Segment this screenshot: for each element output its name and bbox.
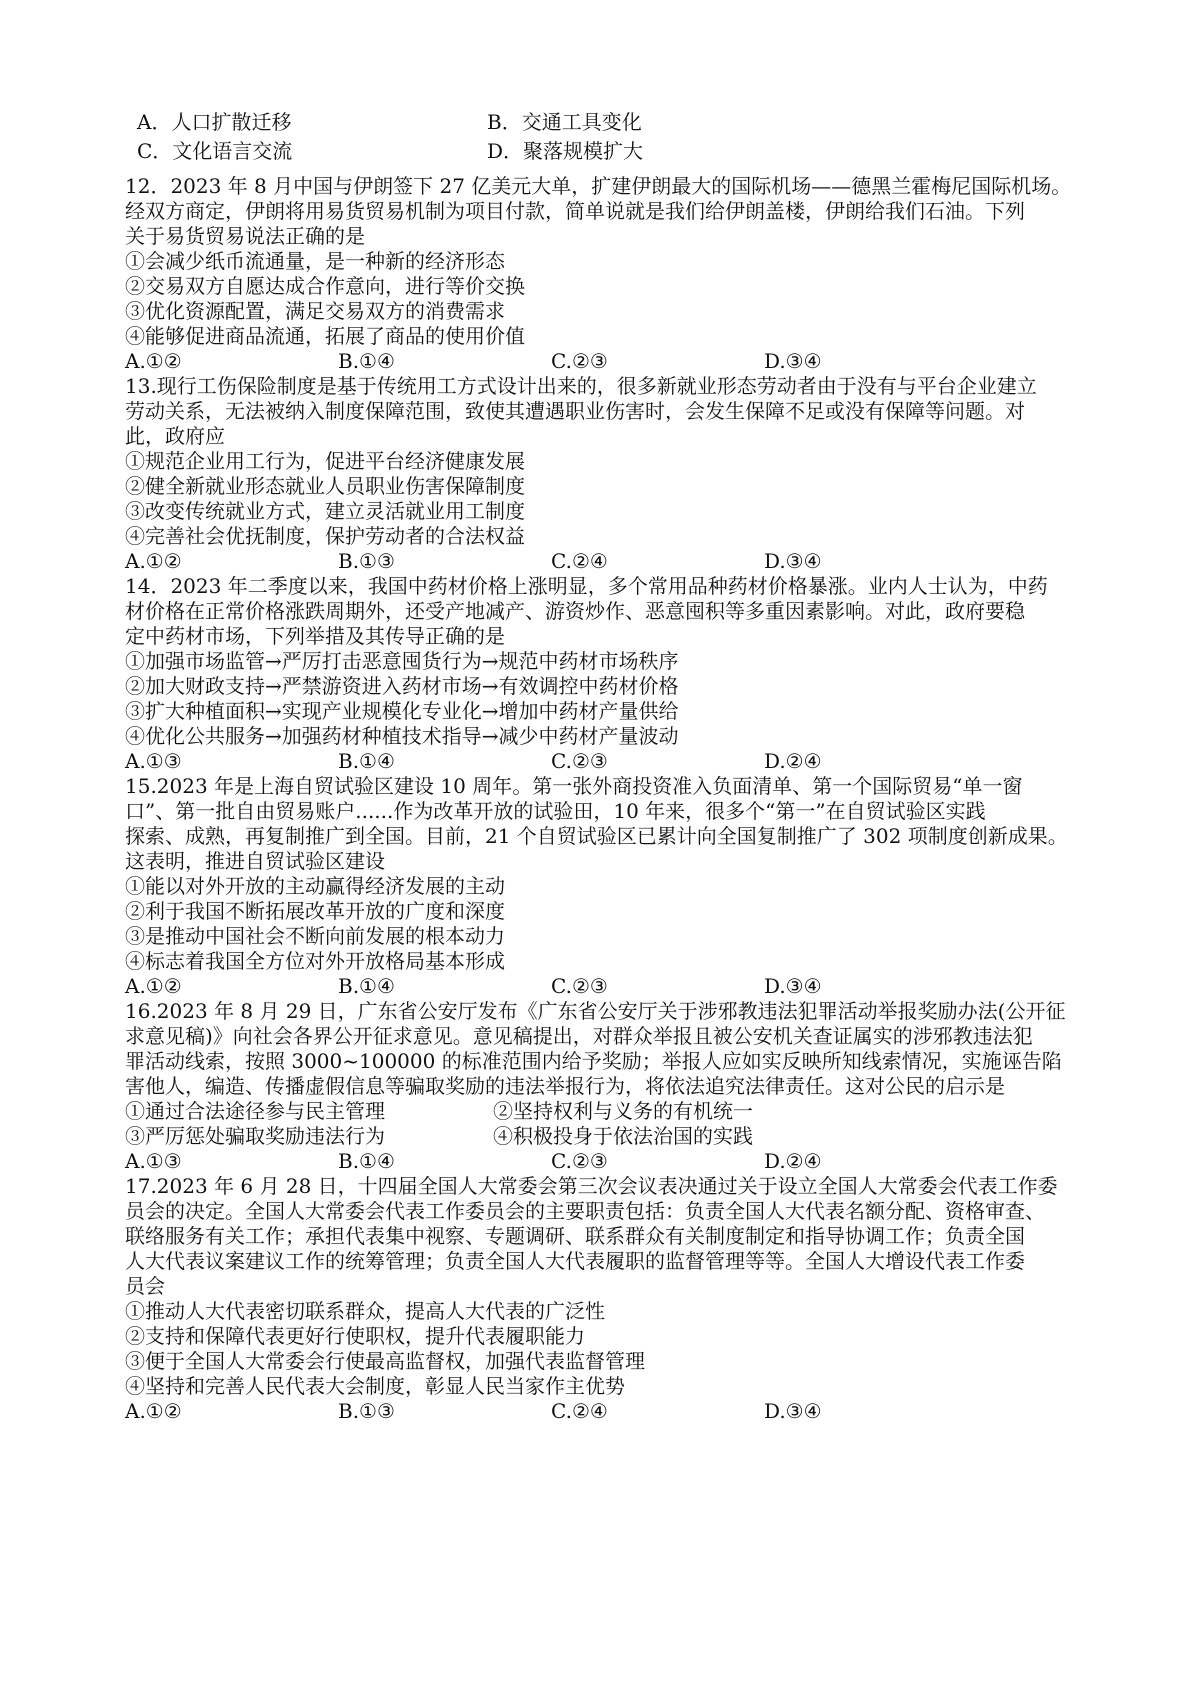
q16-stem-line-1: 16.2023 年 8 月 29 日，广东省公安厅发布《广东省公安厅关于涉邪教违法犯罪活动举报奖励办法(公开征 [125,999,1066,1023]
q17-statement-2: ②支持和保障代表更好行使职权，提升代表履职能力 [125,1324,585,1348]
q14-option-b[interactable]: B.①④ [338,749,395,773]
q16-option-a[interactable]: A.①③ [125,1149,182,1173]
q13-option-b[interactable]: B.①③ [338,549,395,573]
q17-options [125,1397,1105,1425]
q14-options [125,747,1105,775]
q16-statement-2: ②坚持权利与义务的有机统一 [493,1099,753,1123]
q13-option-c[interactable]: C.②④ [551,549,608,573]
q17-stem-line-2: 员会的决定。全国人大常委会代表工作委员会的主要职责包括：负责全国人大代表名额分配、资格审查、 [125,1199,1045,1223]
q17-stem-line-5: 员会 [125,1274,165,1298]
q15-stem-line-4: 这表明，推进自贸试验区建设 [125,849,385,873]
q12-option-a[interactable]: A.①② [125,349,182,373]
q13-option-a[interactable]: A.①② [125,549,182,573]
q12-stem-line-2: 经双方商定，伊朗将用易货贸易机制为项目付款，简单说就是我们给伊朗盖楼，伊朗给我们石油。下列 [125,199,1025,223]
q12-stem-line-3: 关于易货贸易说法正确的是 [125,224,365,248]
q15-statement-3: ③是推动中国社会不断向前发展的根本动力 [125,924,505,948]
q14-statement-2: ②加大财政支持→严禁游资进入药材市场→有效调控中药材价格 [125,674,679,698]
q17-option-b[interactable]: B.①③ [338,1399,395,1423]
q12-option-d[interactable]: D.③④ [764,349,822,373]
q12-option-c[interactable]: C.②③ [551,349,608,373]
q13-statement-2: ②健全新就业形态就业人员职业伤害保障制度 [125,474,525,498]
q16-options [125,1147,1105,1175]
q12-statement-1: ①会减少纸币流通量，是一种新的经济形态 [125,249,505,273]
prev-option-c: C．文化语言交流 [137,139,293,163]
q17-statement-3: ③便于全国人大常委会行使最高监督权，加强代表监督管理 [125,1349,645,1373]
q15-statement-1: ①能以对外开放的主动赢得经济发展的主动 [125,874,505,898]
q15-option-a[interactable]: A.①② [125,974,182,998]
q12-statement-4: ④能够促进商品流通，拓展了商品的使用价值 [125,324,525,348]
q16-option-d[interactable]: D.②④ [764,1149,822,1173]
q13-stem-line-2: 劳动关系，无法被纳入制度保障范围，致使其遭遇职业伤害时，会发生保障不足或没有保障等问题。对 [125,399,1025,423]
q16-option-c[interactable]: C.②③ [551,1149,608,1173]
q13-statement-3: ③改变传统就业方式，建立灵活就业用工制度 [125,499,525,523]
q16-stem-line-4: 害他人，编造、传播虚假信息等骗取奖励的违法举报行为，将依法追究法律责任。这对公民的启示是 [125,1074,1005,1098]
q12-option-b[interactable]: B.①④ [338,349,395,373]
q13-statement-4: ④完善社会优抚制度，保护劳动者的合法权益 [125,524,525,548]
q15-stem-line-1: 15.2023 年是上海自贸试验区建设 10 周年。第一张外商投资准入负面清单、第一个国际贸易“单一窗 [125,774,1023,798]
q15-option-b[interactable]: B.①④ [338,974,395,998]
q15-stem-line-3: 探索、成熟，再复制推广到全国。目前，21 个自贸试验区已累计向全国复制推广了 302 项制度创新成果。 [125,824,1068,848]
q14-statement-4: ④优化公共服务→加强药材种植技术指导→减少中药材产量波动 [125,724,679,748]
q14-stem-line-1: 14．2023 年二季度以来，我国中药材价格上涨明显，多个常用品种药材价格暴涨。业内人士认为，中药 [125,574,1048,598]
q14-stem-line-3: 定中药材市场，下列举措及其传导正确的是 [125,624,505,648]
prev-options-row-1 [125,108,1105,140]
q14-option-c[interactable]: C.②③ [551,749,608,773]
q15-option-c[interactable]: C.②③ [551,974,608,998]
q13-option-d[interactable]: D.③④ [764,549,822,573]
q16-option-b[interactable]: B.①④ [338,1149,395,1173]
q17-option-d[interactable]: D.③④ [764,1399,822,1423]
q16-statements-row-2 [125,1122,1105,1150]
q15-options [125,972,1105,1000]
q12-options [125,347,1105,375]
q12-statement-2: ②交易双方自愿达成合作意向，进行等价交换 [125,274,525,298]
q16-stem-line-3: 罪活动线索，按照 3000~100000 的标准范围内给予奖励；举报人应如实反映所知线索情况，实施诬告陷 [125,1049,1062,1073]
q16-statement-3: ③严厉惩处骗取奖励违法行为 [125,1124,385,1148]
q14-option-d[interactable]: D.②④ [764,749,822,773]
q13-statement-1: ①规范企业用工行为，促进平台经济健康发展 [125,449,525,473]
q17-statement-4: ④坚持和完善人民代表大会制度，彰显人民当家作主优势 [125,1374,625,1398]
q14-statement-1: ①加强市场监管→严厉打击恶意囤货行为→规范中药材市场秩序 [125,649,679,673]
q15-stem-line-2: 口”、第一批自由贸易账户......作为改革开放的试验田，10 年来，很多个“第一”在自贸试验区实践 [125,799,986,823]
q16-stem-line-2: 求意见稿)》向社会各界公开征求意见。意见稿提出，对群众举报且被公安机关查证属实的涉邪教违法犯 [125,1024,1033,1048]
q17-option-c[interactable]: C.②④ [551,1399,608,1423]
q17-stem-line-3: 联络服务有关工作；承担代表集中视察、专题调研、联系群众有关制度制定和指导协调工作；负责全国 [125,1224,1025,1248]
q12-stem-line-1: 12．2023 年 8 月中国与伊朗签下 27 亿美元大单，扩建伊朗最大的国际机场——德黑兰霍梅尼国际机场。 [125,174,1072,198]
q15-statement-2: ②利于我国不断拓展改革开放的广度和深度 [125,899,505,923]
q17-option-a[interactable]: A.①② [125,1399,182,1423]
q17-stem-line-1: 17.2023 年 6 月 28 日，十四届全国人大常委会第三次会议表决通过关于设立全国人大常委会代表工作委 [125,1174,1058,1198]
q13-stem-line-1: 13.现行工伤保险制度是基于传统用工方式设计出来的，很多新就业形态劳动者由于没有与平台企业建立 [125,374,1037,398]
q16-statement-4: ④积极投身于依法治国的实践 [493,1124,753,1148]
q13-options [125,547,1105,575]
prev-option-d: D．聚落规模扩大 [487,139,644,163]
q17-statement-1: ①推动人大代表密切联系群众，提高人大代表的广泛性 [125,1299,605,1323]
q15-option-d[interactable]: D.③④ [764,974,822,998]
q14-option-a[interactable]: A.①③ [125,749,182,773]
prev-options-row-2 [125,137,1105,169]
q17-stem-line-4: 人大代表议案建议工作的统筹管理；负责全国人大代表履职的监督管理等等。全国人大增设代表工作委 [125,1249,1025,1273]
q14-statement-3: ③扩大种植面积→实现产业规模化专业化→增加中药材产量供给 [125,699,679,723]
q13-stem-line-3: 此，政府应 [125,424,225,448]
q14-stem-line-2: 材价格在正常价格涨跌周期外，还受产地减产、游资炒作、恶意囤积等多重因素影响。对此，政府要稳 [125,599,1025,623]
q15-statement-4: ④标志着我国全方位对外开放格局基本形成 [125,949,505,973]
q12-statement-3: ③优化资源配置，满足交易双方的消费需求 [125,299,505,323]
q16-statement-1: ①通过合法途径参与民主管理 [125,1099,385,1123]
prev-option-a: A．人口扩散迁移 [137,110,292,134]
prev-option-b: B．交通工具变化 [487,110,642,134]
q16-statements-row-1 [125,1097,1105,1125]
